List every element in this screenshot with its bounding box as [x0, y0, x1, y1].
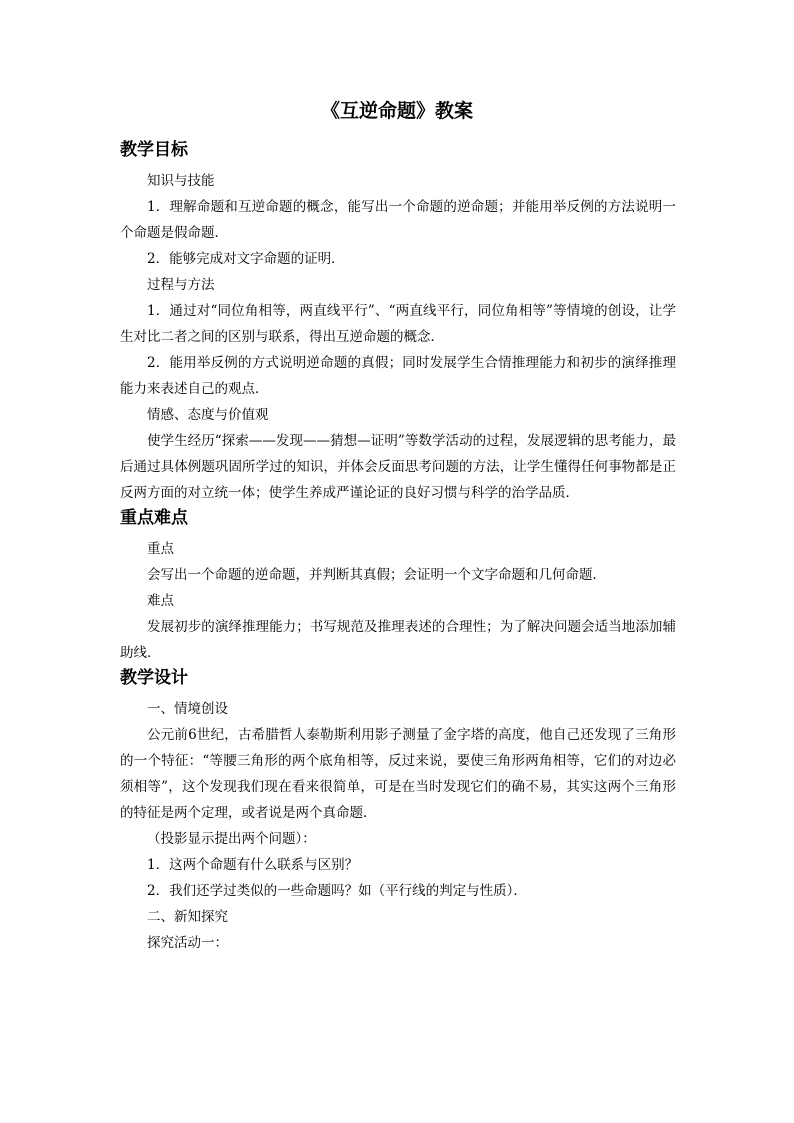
- section-teaching-design: [120, 666, 676, 956]
- section-teaching-goals: [120, 138, 676, 506]
- subheading: 过程与方法: [147, 277, 215, 293]
- section-heading: 教学目标: [120, 140, 188, 160]
- paragraph: 公元前6世纪，古希腊哲人泰勒斯利用影子测量了金字塔的高度，他自己还发现了三角形的一个特征：“等腰三角形的两个底角相等，反过来说，要使三角形两角相等，它们的对边必须相等”，这个发现我们现在看来很简单，可是在当时发现它们的确不易，其实这两个三角形的特征是两个定理，或者说是两个真命题．: [120, 727, 676, 821]
- subheading: 一、情境创设: [147, 701, 228, 717]
- paragraph: 2．我们还学过类似的一些命题吗？如（平行线的判定与性质）．: [147, 883, 527, 899]
- paragraph: 2．能用举反例的方式说明逆命题的真假；同时发展学生合情推理能力和初步的演绎推理能力来表述自己的观点．: [120, 355, 676, 397]
- paragraph: 1．这两个命题有什么联系与区别？: [147, 857, 359, 873]
- section-heading: 教学设计: [120, 668, 188, 688]
- paragraph: 2．能够完成对文字命题的证明．: [147, 251, 345, 267]
- document-title: 《互逆命题》教案: [320, 100, 473, 122]
- subheading: 情感、态度与价值观: [147, 407, 269, 423]
- paragraph: 使学生经历“探索——发现——猜想—证明”等数学活动的过程，发展逻辑的思考能力，最后通过具体例题巩固所学过的知识，并体会反面思考问题的方法，让学生懂得任何事物都是正反两方面的对立统一体；使学生养成严谨论证的良好习惯与科学的治学品质．: [120, 433, 676, 501]
- subheading: 难点: [147, 593, 174, 609]
- section-heading: 重点难点: [120, 508, 188, 528]
- paragraph: （投影显示提出两个问题）：: [147, 831, 316, 847]
- paragraph: 1．通过对“同位角相等，两直线平行”、“两直线平行，同位角相等”等情境的创设，让学生对比二者之间的区别与联系，得出互逆命题的概念．: [120, 303, 676, 345]
- document-body: [120, 138, 676, 956]
- section-key-points: [120, 506, 676, 666]
- paragraph: 发展初步的演绎推理能力；书写规范及推理表述的合理性；为了解决问题会适当地添加辅助线．: [120, 619, 676, 661]
- paragraph: 会写出一个命题的逆命题，并判断其真假；会证明一个文字命题和几何命题．: [147, 567, 606, 583]
- subheading: 二、新知探究: [147, 909, 228, 925]
- subheading: 知识与技能: [147, 173, 215, 189]
- paragraph: 探究活动一：: [147, 935, 228, 951]
- subheading: 重点: [147, 541, 174, 557]
- paragraph: 1．理解命题和互逆命题的概念，能写出一个命题的逆命题；并能用举反例的方法说明一个命题是假命题．: [120, 199, 676, 241]
